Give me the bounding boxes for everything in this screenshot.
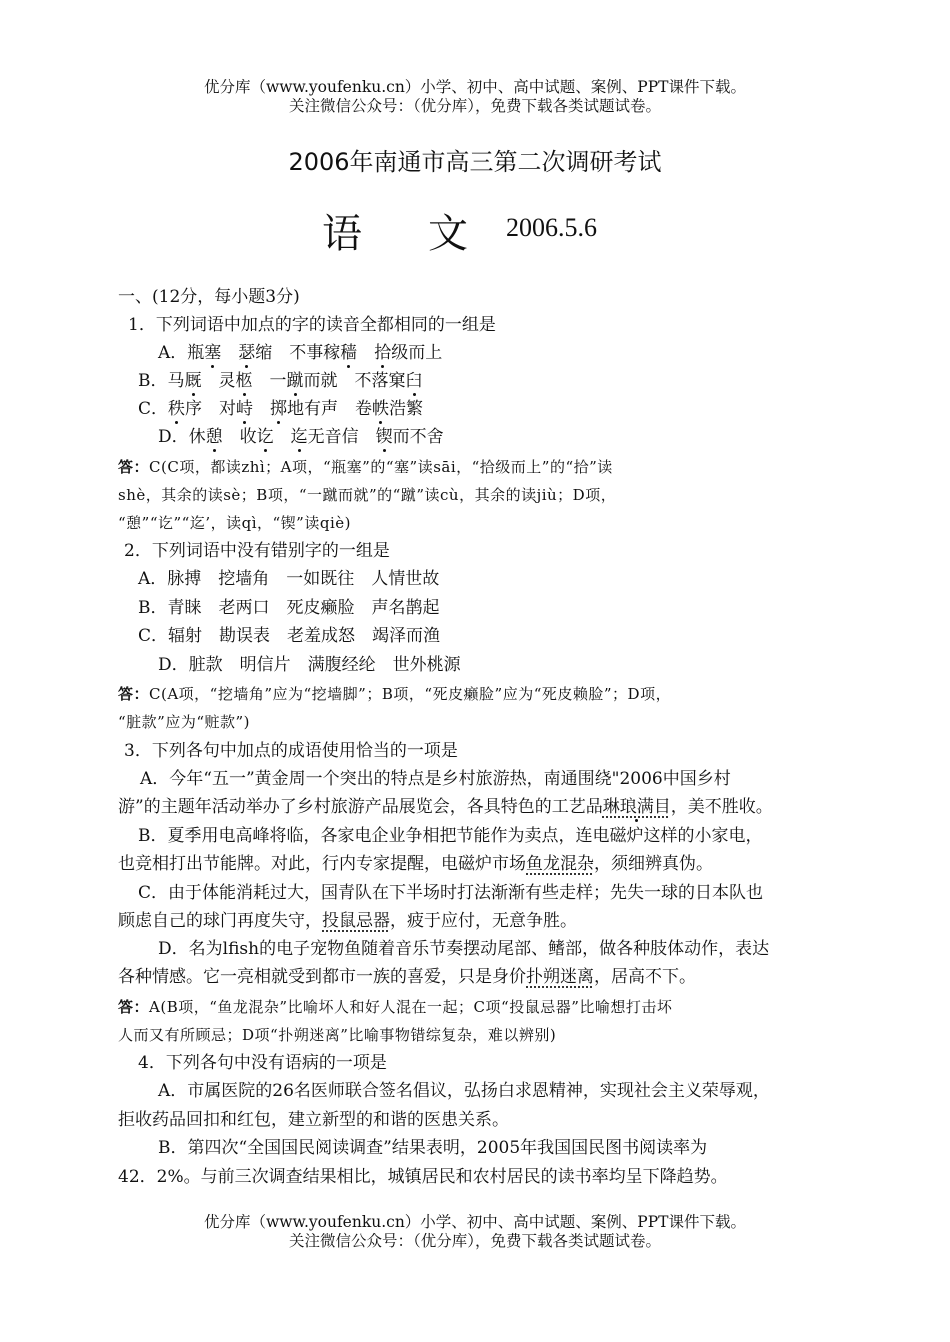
q3-option-b-line-2 xyxy=(118,853,713,875)
q2-answer-text-1: C(A项，“挖墙角”应为“挖墙脚”；B项，“死皮癞脸”应为“死皮赖脸”；D项， xyxy=(149,685,672,703)
q1-answer-line-1 xyxy=(118,457,613,477)
q3-option-d-line-2 xyxy=(118,966,696,988)
q1-option-a: A．瓶塞 瑟缩 不事稼穑 拾级而上 xyxy=(158,343,443,363)
q3-a-idiom: 琳琅满目 xyxy=(602,797,671,817)
q3-c2-post: ，疲于应付，无意争胜。 xyxy=(390,911,577,931)
exam-title: 2006年南通市高三第二次调研考试 xyxy=(288,148,662,176)
footer-ad-line-2: 关注微信公众号：（优分库），免费下载各类试题试卷。 xyxy=(288,1232,661,1250)
q3-a2-pre: 游”的主题年活动举办了乡村旅游产品展览会，各具特色的工艺品 xyxy=(118,797,603,817)
q2-option-c: C．辐射 勘误表 老羞成怒 竭泽而渔 xyxy=(138,626,441,646)
subject-char-1: 语 xyxy=(322,211,362,257)
question-3-stem: 3．下列各句中加点的成语使用恰当的一项是 xyxy=(124,741,458,761)
q3-c2-pre: 顾虑自己的球门再度失守， xyxy=(118,911,322,931)
q1-answer-text-1: C(C项，都读zhì；A项，“瓶塞”的“塞”读sāi，“拾级而上”的“拾”读 xyxy=(149,458,613,476)
subject-char-2: 文 xyxy=(428,211,468,257)
q3-option-a-line-1: A．今年“五一”黄金周一个突出的特点是乡村旅游热，南通围绕"2006中国乡村 xyxy=(140,769,731,789)
q3-option-c-line-1: C．由于体能消耗过大，国青队在下半场时打法渐渐有些走样；先失一球的日本队也 xyxy=(138,883,764,903)
header-ad-line-2: 关注微信公众号：（优分库），免费下载各类试题试卷。 xyxy=(288,97,661,115)
q3-answer-line-1 xyxy=(118,997,672,1017)
q2-option-d: D．脏款 明信片 满腹经纶 世外桃源 xyxy=(158,655,461,675)
q3-option-d-line-1: D．名为lfish的电子宠物鱼随着音乐节奏摆动尾部、鳍部，做各种肢体动作，表达 xyxy=(158,939,770,959)
q2-answer-line-1 xyxy=(118,684,671,704)
q3-b-idiom: 鱼龙混杂 xyxy=(526,854,594,874)
question-2-stem: 2．下列词语中没有错别字的一组是 xyxy=(124,541,390,561)
q3-a2-post: ，美不胜收。 xyxy=(670,797,773,817)
answer-label: 答： xyxy=(118,685,150,703)
q3-d2-post: ，居高不下。 xyxy=(594,967,696,987)
q3-answer-line-2: 人而又有所顾忌；D项“扑朔迷离”比喻事物错综复杂，难以辨别) xyxy=(118,1026,557,1044)
q3-c-idiom: 投鼠忌器 xyxy=(322,911,390,931)
q2-option-a: A．脉搏 挖墙角 一如既往 人情世故 xyxy=(138,569,440,589)
q3-d-idiom: 扑朔迷离 xyxy=(526,967,594,987)
q3-answer-text-1: A(B项，“鱼龙混杂”比喻坏人和好人混在一起；C项“投鼠忌器”比喻想打击坏 xyxy=(149,998,673,1016)
footer-ad-line-1: 优分库（www.youfenku.cn）小学、初中、高中试题、案例、PPT课件下载。 xyxy=(203,1213,747,1231)
q4-option-b-line-1: B．第四次“全国国民阅读调查”结果表明，2005年我国国民图书阅读率为 xyxy=(158,1138,708,1158)
q1-option-d: D．休憩 收讫 迄无音信 锲而不舍 xyxy=(158,427,444,447)
q1-answer-line-2: shè，其余的读sè；B项，“一蹴而就”的“蹴”读cù，其余的读jiù；D项， xyxy=(118,486,617,504)
exam-date: 2006.5.6 xyxy=(506,213,597,242)
question-4-stem: 4．下列各句中没有语病的一项是 xyxy=(138,1053,387,1073)
header-ad-line-1: 优分库（www.youfenku.cn）小学、初中、高中试题、案例、PPT课件下载。 xyxy=(203,78,747,96)
q1-answer-line-3: “憩”“讫”“迄’，读qì，“锲”读qiè) xyxy=(118,514,351,532)
answer-label: 答： xyxy=(118,998,150,1016)
section-heading: 一、(12分，每小题3分) xyxy=(118,287,300,307)
q3-option-b-line-1: B．夏季用电高峰将临，各家电企业争相把节能作为卖点，连电磁炉这样的小家电， xyxy=(138,826,763,846)
answer-label: 答： xyxy=(118,458,150,476)
q4-option-a-line-2: 拒收药品回扣和红包，建立新型的和谐的医患关系。 xyxy=(118,1110,509,1130)
q3-option-c-line-2 xyxy=(118,910,577,932)
q2-answer-line-2: “脏款”应为“赃款”) xyxy=(118,713,251,731)
q4-option-b-line-2: 42．2%。与前三次调查结果相比，城镇居民和农村居民的读书率均呈下降趋势。 xyxy=(118,1167,728,1187)
q2-option-b: B．青睐 老两口 死皮癞脸 声名鹊起 xyxy=(138,598,440,618)
q3-option-a-line-2 xyxy=(118,796,773,818)
q3-b2-post: ，须细辨真伪。 xyxy=(594,854,713,874)
q3-d2-pre: 各种情感。它一亮相就受到都市一族的喜爱，只是身价 xyxy=(118,967,526,987)
q1-option-c: C．秩序 对峙 掷地有声 卷帙浩繁 xyxy=(138,399,424,419)
question-1-stem: 1．下列词语中加点的字的读音全都相同的一组是 xyxy=(128,315,496,335)
q4-option-a-line-1: A．市属医院的26名医师联合签名倡议，弘扬白求恩精神，实现社会主义荣辱观， xyxy=(158,1081,770,1101)
q1-option-b: B．马厩 灵柩 一蹴而就 不落窠臼 xyxy=(138,371,423,391)
subject-title xyxy=(322,202,468,259)
q3-b2-pre: 也竞相打出节能牌。对此，行内专家提醒，电磁炉市场 xyxy=(118,854,526,874)
